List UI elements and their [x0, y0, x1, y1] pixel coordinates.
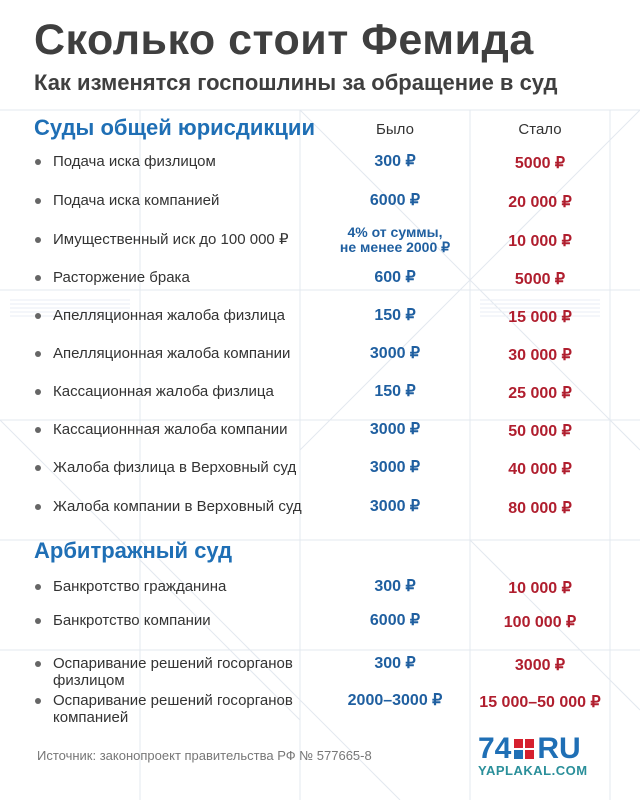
row-value-now: 80 000 ₽: [508, 500, 572, 517]
section-title-general: Суды общей юрисдикции: [34, 115, 315, 140]
row-value-was: 4% от суммы, не менее 2000 ₽: [339, 224, 451, 255]
page-subtitle: Как изменятся госпошлины за обращение в суд: [34, 70, 558, 95]
row-value-now: 3000 ₽: [514, 657, 566, 674]
row-bullet: [35, 198, 41, 204]
row-value-was: 6000 ₽: [369, 192, 421, 209]
row-bullet: [35, 389, 41, 395]
row-label: Имущественный иск до 100 000 ₽: [53, 231, 289, 248]
row-bullet: [35, 465, 41, 471]
logo-domain: RU: [537, 732, 581, 765]
row-bullet: [35, 584, 41, 590]
row-label: Жалоба компании в Верховный суд: [53, 498, 302, 515]
row-value-now: 15 000–50 000 ₽: [479, 694, 601, 711]
row-label: Банкротство гражданина: [53, 578, 227, 595]
row-value-was: 300 ₽: [374, 153, 416, 170]
column-header-now: Стало: [518, 121, 562, 138]
row-bullet: [35, 275, 41, 281]
row-value-now: 50 000 ₽: [508, 423, 572, 440]
row-value-now: 30 000 ₽: [508, 347, 572, 364]
row-value-was: 3000 ₽: [369, 345, 421, 362]
section-title-arbitration: Арбитражный суд: [34, 538, 233, 563]
row-label: Апелляционная жалоба физлица: [53, 307, 286, 324]
brand-logo: [478, 732, 581, 766]
row-label: Подача иска компанией: [53, 192, 220, 209]
logo-number: 74: [478, 732, 512, 765]
row-value-now: 100 000 ₽: [503, 614, 577, 631]
row-value-was: 150 ₽: [374, 307, 416, 324]
row-value-now: 10 000 ₽: [508, 580, 572, 597]
row-label: Оспаривание решений госорганов компанией: [53, 692, 293, 726]
row-label: Расторжение брака: [53, 269, 190, 286]
row-bullet: [35, 313, 41, 319]
row-value-now: 15 000 ₽: [508, 309, 572, 326]
row-value-was: 600 ₽: [374, 269, 416, 286]
row-value-now: 25 000 ₽: [508, 385, 572, 402]
row-value-was: 3000 ₽: [369, 421, 421, 438]
row-label: Кассационнная жалоба компании: [53, 421, 288, 438]
row-value-was: 300 ₽: [374, 578, 416, 595]
watermark: YAPLAKAL.COM: [478, 763, 588, 778]
row-value-was: 150 ₽: [374, 383, 416, 400]
column-header-was: Было: [376, 121, 414, 138]
row-label: Кассационная жалоба физлица: [53, 383, 274, 400]
row-bullet: [35, 351, 41, 357]
row-value-was: 6000 ₽: [369, 612, 421, 629]
row-label: Подача иска физлицом: [53, 153, 216, 170]
row-value-was: 3000 ₽: [369, 498, 421, 515]
row-value-was: 3000 ₽: [369, 459, 421, 476]
logo-mark-icon: [514, 739, 534, 759]
page-title: Сколько стоит Фемида: [34, 16, 534, 64]
source-note: Источник: законопроект правительства РФ № 577665-8: [37, 748, 372, 763]
row-value-now: 20 000 ₽: [508, 194, 572, 211]
row-label: Жалоба физлица в Верховный суд: [53, 459, 297, 476]
row-bullet: [35, 504, 41, 510]
row-value-now: 5000 ₽: [514, 271, 566, 288]
row-value-now: 5000 ₽: [514, 155, 566, 172]
row-bullet: [35, 698, 41, 704]
row-bullet: [35, 427, 41, 433]
row-value-was: 300 ₽: [374, 655, 416, 672]
row-label: Апелляционная жалоба компании: [53, 345, 291, 362]
row-bullet: [35, 618, 41, 624]
row-value-now: 10 000 ₽: [508, 233, 572, 250]
row-bullet: [35, 661, 41, 667]
row-label: Оспаривание решений госорганов физлицом: [53, 655, 293, 689]
row-label: Банкротство компании: [53, 612, 211, 629]
row-value-now: 40 000 ₽: [508, 461, 572, 478]
row-bullet: [35, 159, 41, 165]
row-value-was: 2000–3000 ₽: [347, 692, 443, 709]
row-bullet: [35, 237, 41, 243]
